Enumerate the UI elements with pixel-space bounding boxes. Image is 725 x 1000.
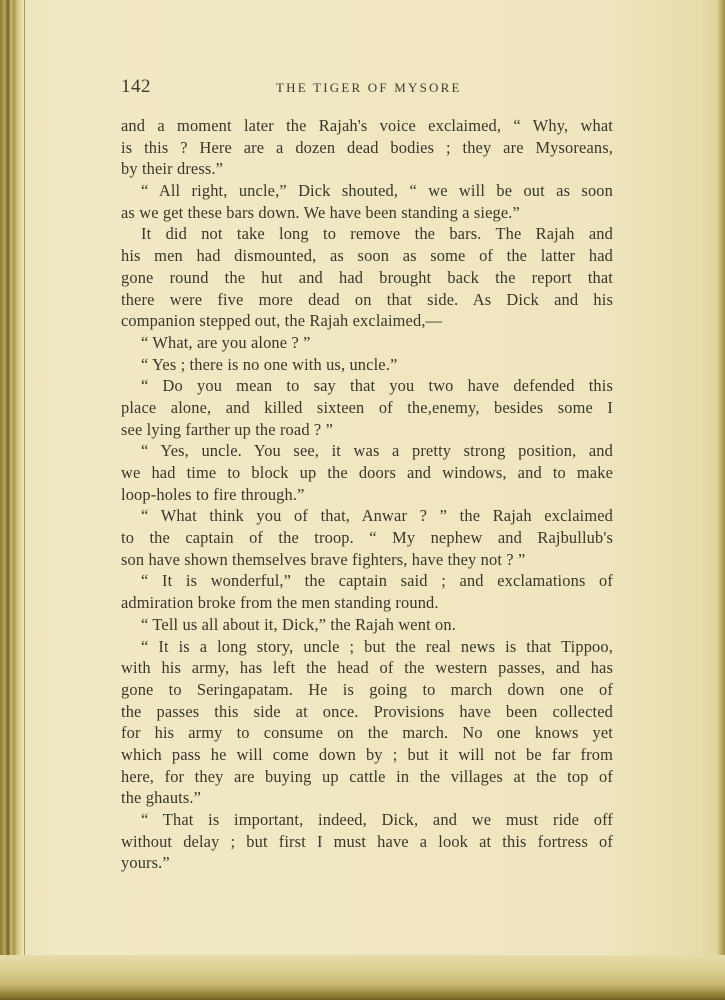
text-line: for his army to consume on the march. No one knows yet (121, 723, 613, 743)
text-line: his men had dismounted, as soon as some of the latter had (121, 246, 613, 266)
text-line: gone to Seringapatam. He is going to march down one of (121, 679, 613, 699)
text-line: admiration broke from the men standing round. (121, 593, 439, 613)
text-line: “ Tell us all about it, Dick,” the Rajah went on. (141, 614, 456, 634)
text-line: there were five more dead on that side. As Dick and his (121, 289, 613, 309)
text-line: loop-holes to fire through.” (121, 484, 305, 504)
text-line: by their dress.” (121, 159, 224, 179)
text-line: here, for they are buying up cattle in the villages at the top of (121, 766, 613, 786)
book-binding (0, 0, 22, 1000)
text-line: “ Yes, uncle. You see, it was a pretty strong position, and (141, 441, 613, 461)
text-line: “ Yes ; there is no one with us, uncle.” (141, 354, 398, 374)
text-line: “ What think you of that, Anwar ? ” the Rajah exclaimed (141, 506, 613, 526)
running-title: THE TIGER OF MYSORE (276, 80, 462, 95)
text-line: gone round the hut and had brought back the report that (121, 267, 613, 287)
text-line: “ All right, uncle,” Dick shouted, “ we will be out as soon (141, 181, 613, 201)
text-line: place alone, and killed sixteen of the,enemy, besides some I (121, 397, 613, 417)
text-line: which pass he will come down by ; but it will not be far from (121, 744, 613, 764)
text-line: “ That is important, indeed, Dick, and we must ride off (141, 810, 613, 829)
text-line: see lying farther up the road ? ” (121, 419, 334, 439)
text-line: is this ? Here are a dozen dead bodies ; they are Mysoreans, (121, 137, 613, 157)
text-line: “ Do you mean to say that you two have defended this (141, 376, 613, 396)
gutter-line (24, 0, 25, 1000)
text-line: yours.” (121, 853, 170, 873)
text-line: as we get these bars down. We have been standing a siege.” (121, 202, 520, 222)
text-line: without delay ; but first I must have a look at this fortress of (121, 831, 613, 851)
text-line: son have shown themselves brave fighters, have they not ? ” (121, 549, 526, 569)
page-number: 142 (121, 76, 151, 97)
text-line: we had time to block up the doors and windows, and to make (121, 463, 613, 482)
page-right-edge (716, 0, 725, 1000)
text-line: to the captain of the troop. “ My nephew and Rajbullub's (121, 528, 613, 548)
text-line: “ It is a long story, uncle ; but the real news is that Tippoo, (141, 636, 613, 656)
text-line: “ It is wonderful,” the captain said ; and exclamations of (141, 571, 613, 591)
page-bottom-edge (0, 955, 725, 1000)
text-line: the passes this side at once. Provisions have been collected (121, 701, 613, 721)
text-line: “ What, are you alone ? ” (141, 332, 311, 352)
text-line: It did not take long to remove the bars. The Rajah and (141, 224, 613, 244)
text-line: the ghauts.” (121, 788, 202, 808)
text-line: companion stepped out, the Rajah exclaimed,— (121, 311, 443, 331)
body-text (121, 115, 613, 874)
text-line: and a moment later the Rajah's voice exclaimed, “ Why, what (121, 116, 613, 135)
text-line: with his army, has left the head of the western passes, and has (121, 658, 613, 678)
page-header (121, 76, 613, 100)
